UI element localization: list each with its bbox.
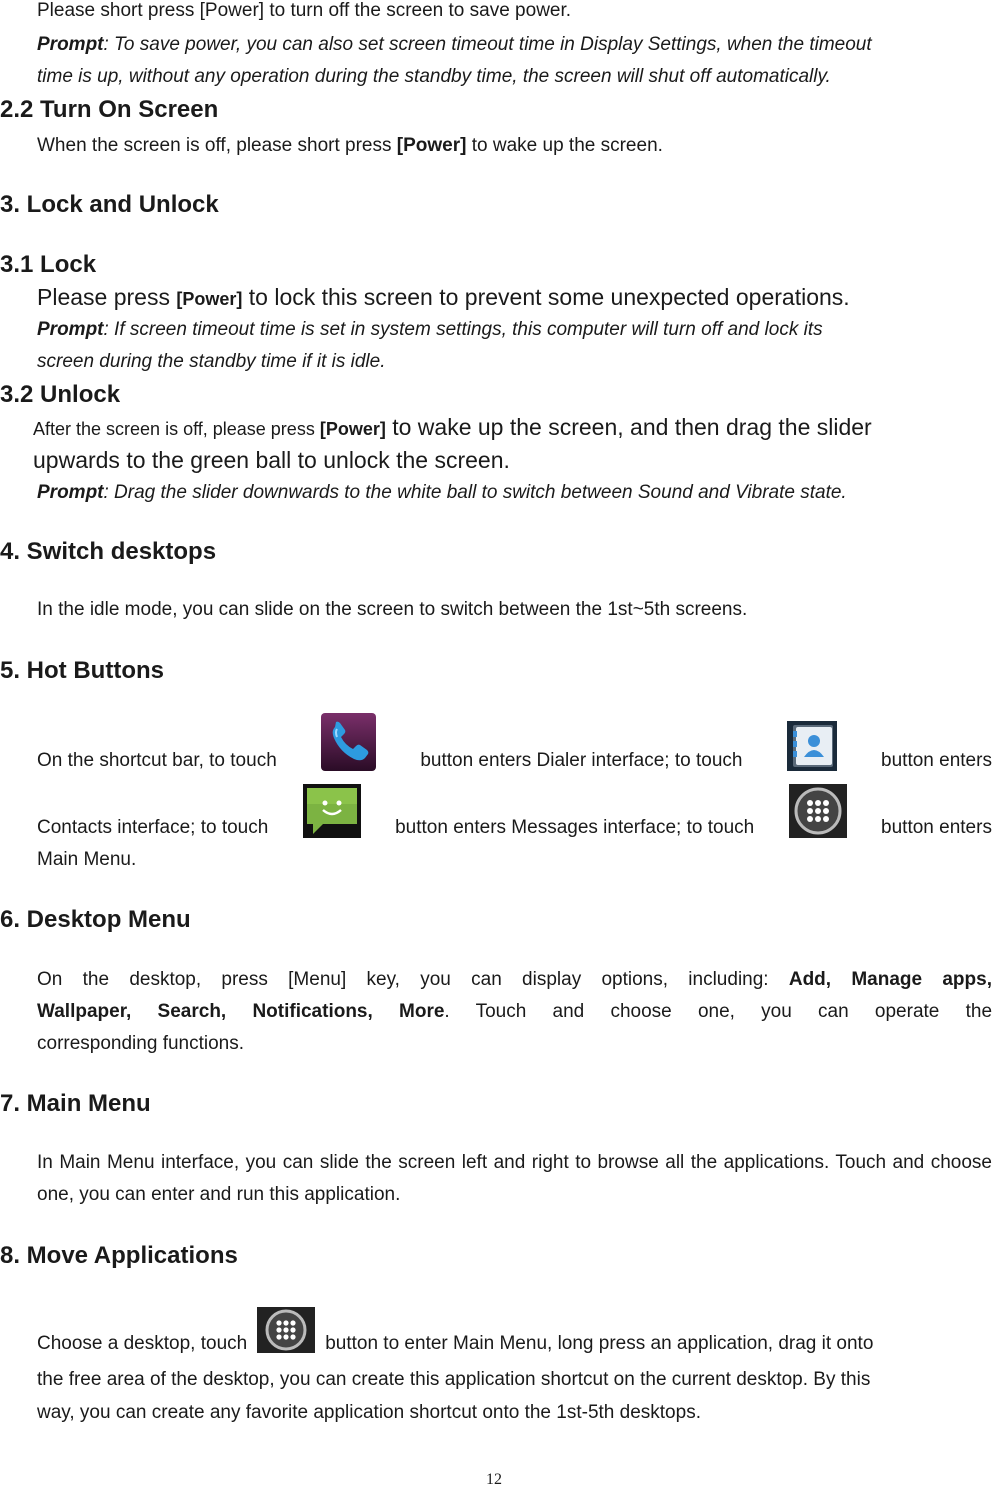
s8-line-1 — [37, 1333, 873, 1355]
prompt-label: Prompt — [37, 34, 104, 55]
intro-prompt-line-1 — [37, 34, 872, 56]
prompt-colon: : — [103, 482, 109, 503]
main-menu-icon — [257, 1307, 315, 1353]
s3-2-prompt — [37, 482, 847, 504]
s3-2-post: to wake up the screen, and then drag the slider — [385, 414, 872, 440]
prompt-label: Prompt — [37, 482, 104, 503]
s5-line-3: Main Menu. — [37, 849, 137, 870]
s3-2-text-line-1 — [33, 414, 872, 442]
power-key-label: [Power] — [319, 419, 386, 439]
s5-line-1 — [37, 750, 992, 772]
s5-t4: Contacts interface; to touch — [37, 817, 269, 838]
heading-3: 3. Lock and Unlock — [0, 191, 219, 218]
s6-line-1 — [37, 969, 992, 991]
prompt-text: If screen timeout time is set in system settings, this computer will turn off and lock its — [108, 319, 823, 340]
messages-icon — [303, 784, 361, 838]
s6-options-1: Add, Manage apps, — [788, 969, 992, 990]
heading-4: 4. Switch desktops — [0, 538, 217, 565]
power-key-label: [Power] — [176, 289, 243, 309]
heading-3-1: 3.1 Lock — [0, 251, 97, 278]
s4-text: In the idle mode, you can slide on the screen to switch between the 1st~5th screens. — [37, 599, 748, 620]
s7-text: In Main Menu interface, you can slide the screen left and right to browse all the applications. Touch and choose one, you can enter and run this application. — [37, 1152, 992, 1205]
s3-2-pre: After the screen is off, please press — [33, 419, 320, 439]
heading-5: 5. Hot Buttons — [0, 657, 164, 684]
s8-t1: Choose a desktop, touch — [37, 1333, 248, 1354]
intro-prompt-line-2: time is up, without any operation during the standby time, the screen will shut off automatically. — [37, 66, 831, 87]
s2-2-post: to wake up the screen. — [466, 135, 663, 156]
s8-line-3: way, you can create any favorite application shortcut onto the 1st-5th desktops. — [37, 1402, 701, 1423]
prompt-text: Drag the slider downwards to the white ball to switch between Sound and Vibrate state. — [108, 482, 847, 503]
s6-line-3: corresponding functions. — [37, 1033, 245, 1054]
s5-t6: button enters — [881, 817, 992, 838]
s5-t5: button enters Messages interface; to touch — [395, 817, 755, 838]
s5-t3: button enters — [881, 750, 992, 771]
prompt-colon: : — [103, 319, 109, 340]
s3-1-post: to lock this screen to prevent some unexpected operations. — [242, 284, 850, 310]
s6-options-2: Wallpaper, Search, Notifications, More — [37, 1001, 445, 1022]
s5-t2: button enters Dialer interface; to touch — [420, 750, 743, 771]
s3-1-pre: Please press — [37, 284, 177, 310]
power-key-label: [Power] — [396, 135, 467, 156]
s6-t2: . Touch and choose one, you can operate the — [444, 1001, 993, 1022]
s5-t1: On the shortcut bar, to touch — [37, 750, 277, 771]
prompt-label: Prompt — [37, 319, 104, 340]
s3-1-prompt-line-2: screen during the standby time if it is idle. — [37, 351, 386, 372]
heading-7: 7. Main Menu — [0, 1090, 151, 1117]
dialer-icon — [321, 713, 376, 771]
prompt-text: To save power, you can also set screen timeout time in Display Settings, when the timeout — [108, 34, 872, 55]
prompt-colon: : — [103, 34, 109, 55]
s3-1-text — [37, 284, 850, 312]
intro-line: Please short press [Power] to turn off the screen to save power. — [37, 0, 572, 21]
main-menu-icon — [789, 784, 847, 838]
s8-line-2: the free area of the desktop, you can create this application shortcut on the current desktop. By this — [37, 1369, 871, 1390]
s5-line-2 — [37, 817, 992, 839]
s3-2-text-line-2: upwards to the green ball to unlock the screen. — [33, 447, 510, 473]
s2-2-pre: When the screen is off, please short press — [37, 135, 397, 156]
heading-8: 8. Move Applications — [0, 1242, 238, 1269]
heading-3-2: 3.2 Unlock — [0, 381, 121, 408]
heading-6: 6. Desktop Menu — [0, 906, 191, 933]
page-number: 12 — [486, 1471, 502, 1488]
s8-t2: button to enter Main Menu, long press an application, drag it onto — [325, 1333, 874, 1354]
heading-2-2: 2.2 Turn On Screen — [0, 96, 219, 123]
s2-2-text — [37, 135, 663, 157]
contacts-icon — [787, 721, 837, 771]
s3-1-prompt-line-1 — [37, 319, 823, 341]
s6-t1: On the desktop, press [Menu] key, you can display options, including: — [37, 969, 789, 990]
s6-line-2 — [37, 1001, 992, 1023]
